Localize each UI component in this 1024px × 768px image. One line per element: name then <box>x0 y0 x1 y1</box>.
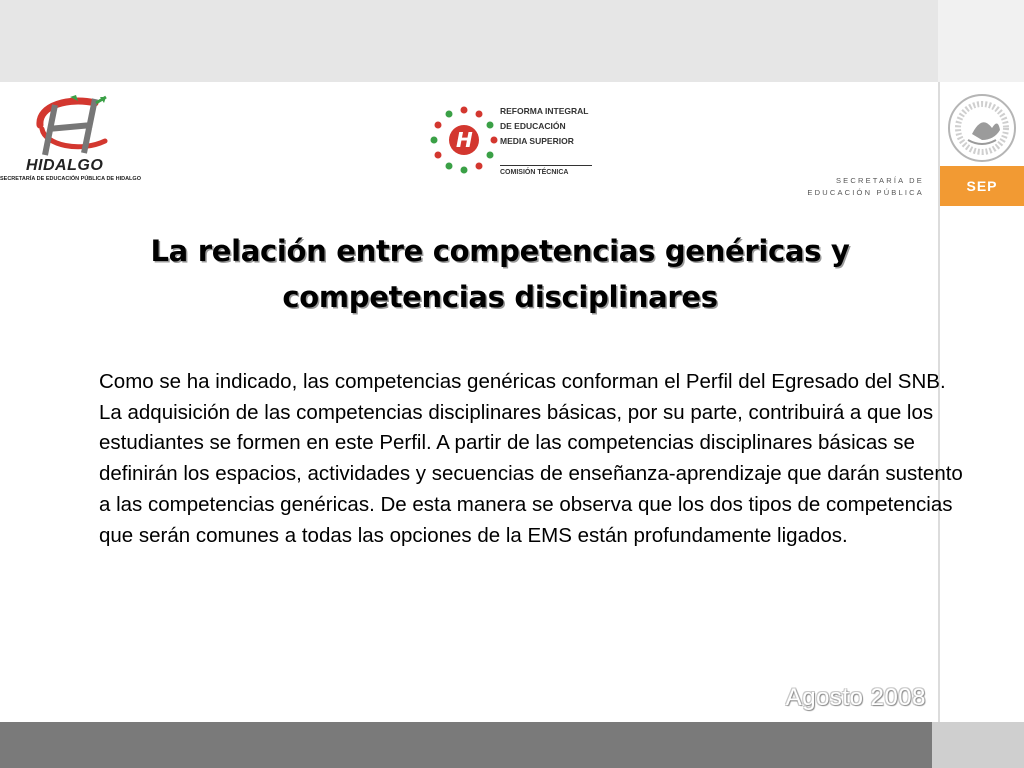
riems-emblem-icon <box>430 100 498 185</box>
page-title-line: La relación entre competencias genéricas y <box>150 234 850 268</box>
header-band-corner <box>938 0 1024 82</box>
page-title <box>60 228 940 320</box>
sep-wordmark-line: SECRETARÍA DE <box>835 176 924 185</box>
riems-divider <box>500 165 592 166</box>
page-title-line: competencias disciplinares <box>282 280 718 314</box>
riems-title-line: REFORMA INTEGRAL <box>500 106 589 116</box>
footer-band-corner <box>932 722 1024 768</box>
hidalgo-name: HIDALGO <box>26 157 104 174</box>
svg-text:H: H <box>456 128 473 152</box>
national-seal-icon <box>946 92 1018 164</box>
hidalgo-subtitle: SECRETARÍA DE EDUCACIÓN PÚBLICA DE HIDALGO <box>0 176 141 182</box>
hidalgo-emblem-icon <box>0 95 140 165</box>
riems-title-line: DE EDUCACIÓN <box>500 121 566 131</box>
riems-title-line: MEDIA SUPERIOR <box>500 136 574 146</box>
riems-title <box>500 104 588 149</box>
footer-band <box>0 722 932 768</box>
body-paragraph: Como se ha indicado, las competencias genéricas conforman el Perfil del Egresado del SNB. La adquisición de las competencias disciplinares básicas, por su parte, contribuirá a que los estudiantes se formen en este Perfil. A partir de las competencias disciplinares básicas se definirán los espacios, actividades y secuencias de enseñanza-aprendizaje que darán sustento a las competencias genéricas. De esta manera se observa que los dos tipos de competencias que serán comunes a todas las opciones de la EMS están profundamente ligados. <box>99 370 963 547</box>
sep-badge: SEP <box>940 166 1024 206</box>
hidalgo-logo <box>0 95 140 190</box>
sep-wordmark-line: EDUCACIÓN PÚBLICA <box>807 188 924 197</box>
date-label: Agosto 2008 <box>785 684 926 711</box>
sep-wordmark <box>807 175 924 199</box>
header-band <box>0 0 938 82</box>
riems-subtitle: COMISIÓN TÉCNICA <box>500 169 569 176</box>
riems-logo <box>430 100 600 185</box>
